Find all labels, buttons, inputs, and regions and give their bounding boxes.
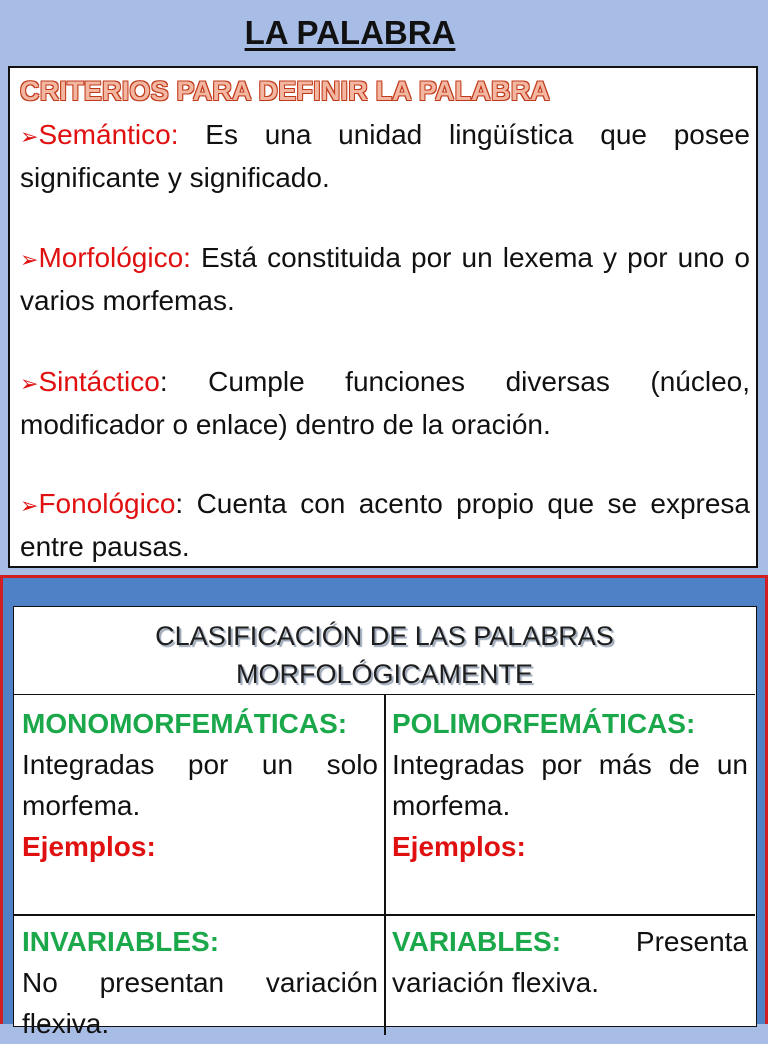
criterion-text: Es una unidad lingüística que posee significante y significado. [20,119,750,193]
cell-monomorphemic [22,703,378,867]
cell-text: No presentan variación flexiva. [22,967,378,1039]
row-divider [14,914,755,916]
arrow-bullet-icon: ➢ [20,247,39,272]
arrow-bullet-icon: ➢ [20,124,39,149]
cell-label: POLIMORFEMÁTICAS: [392,708,696,739]
cell-text: Integradas por más de un morfema. [392,749,748,821]
criterion-term: Morfológico: [38,242,191,273]
cell-examples: Ejemplos: [22,831,156,862]
criterion-syntactic [20,361,750,445]
cell-invariable [22,921,378,1044]
column-divider [384,695,386,1035]
criterion-term: Fonológico [38,488,176,519]
criterion-text: Está constituida por un lexema y por uno o varios morfemas. [20,242,750,316]
arrow-bullet-icon: ➢ [20,493,39,518]
page-title: LA PALABRA [244,14,456,51]
criteria-box [8,66,758,568]
classification-heading-line2: MORFOLÓGICAMENTE [235,659,533,689]
classification-heading [14,607,755,695]
cell-label: INVARIABLES: [22,926,220,957]
criterion-term: Semántico: [38,119,179,150]
classification-panel [0,575,768,1039]
criterion-semantic [20,114,750,198]
criteria-heading: CRITERIOS PARA DEFINIR LA PALABRA [20,76,551,106]
cell-polymorphemic [392,703,748,867]
criterion-text: : Cuenta con acento propio que se expresa entre pausas. [20,488,750,562]
cell-text: Integradas por un solo morfema. [22,749,378,821]
classification-heading-line1: CLASIFICACIÓN DE LAS PALABRAS [155,621,614,651]
criterion-text: : Cumple funciones diversas (núcleo, modificador o enlace) dentro de la oración. [20,366,750,440]
cell-label: MONOMORFEMÁTICAS: [22,708,348,739]
criterion-term: Sintáctico [38,366,160,397]
cell-label: VARIABLES: [392,926,562,957]
arrow-bullet-icon: ➢ [20,371,39,396]
criterion-morphological [20,237,750,321]
cell-variable [392,921,748,1003]
criterion-phonological [20,483,750,567]
cell-text: Presenta variación flexiva. [392,926,748,998]
cell-examples: Ejemplos: [392,831,526,862]
classification-table [13,606,757,1039]
